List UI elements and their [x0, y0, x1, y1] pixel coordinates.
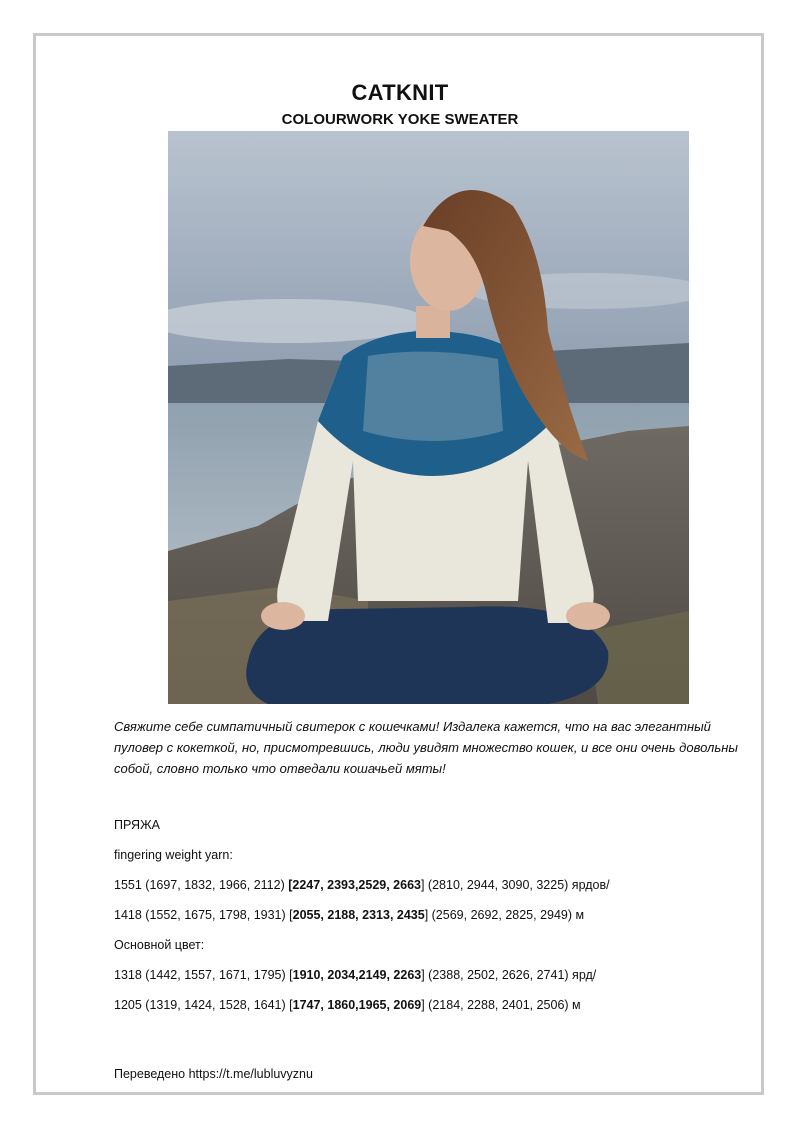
main-meterage-pre: 1205 (1319, 1424, 1528, 1641) [ — [114, 998, 293, 1012]
total-yardage-post: ] (2810, 2944, 3090, 3225) ярдов/ — [420, 878, 610, 892]
total-meterage-pre: 1418 (1552, 1675, 1798, 1931) [ — [114, 908, 293, 922]
yarn-weight: fingering weight yarn: — [114, 848, 233, 862]
pattern-title: CATKNIT — [351, 80, 449, 105]
main-meterage-bold: 1747, 1860,1965, 2069 — [292, 998, 422, 1012]
main-yardage-pre: 1318 (1442, 1557, 1671, 1795) [ — [114, 968, 293, 982]
main-yardage-bold: 1910, 2034,2149, 2263 — [292, 968, 422, 982]
pattern-subtitle: COLOURWORK YOKE SWEATER — [281, 111, 519, 128]
total-meterage — [114, 908, 584, 922]
model-photo — [168, 131, 689, 704]
main-yardage-post: ] (2388, 2502, 2626, 2741) ярд/ — [421, 968, 597, 982]
total-yardage-bold: [2247, 2393,2529, 2663 — [288, 878, 421, 892]
translation-credit: Переведено https://t.me/lubluvyznu — [114, 1067, 313, 1081]
intro-paragraph: Свяжите себе симпатичный свитерок с кошечками! Издалека кажется, что на вас элегантный пуловер с кокеткой, но, присмотревшись, люди увидят множество кошек, и все они очень довольны собой, словно только что отведали кошачьей мяты! — [114, 719, 738, 776]
total-meterage-post: ] (2569, 2692, 2825, 2949) м — [424, 908, 585, 922]
total-meterage-bold: 2055, 2188, 2313, 2435 — [292, 908, 425, 922]
main-color-label: Основной цвет: — [114, 938, 205, 952]
main-color-yardage — [114, 968, 596, 982]
main-meterage-post: ] (2184, 2288, 2401, 2506) м — [421, 998, 581, 1012]
total-yardage — [114, 878, 610, 892]
total-yardage-pre: 1551 (1697, 1832, 1966, 2112) — [114, 878, 289, 892]
yarn-heading: ПРЯЖА — [114, 818, 160, 832]
main-color-meterage — [114, 998, 581, 1012]
